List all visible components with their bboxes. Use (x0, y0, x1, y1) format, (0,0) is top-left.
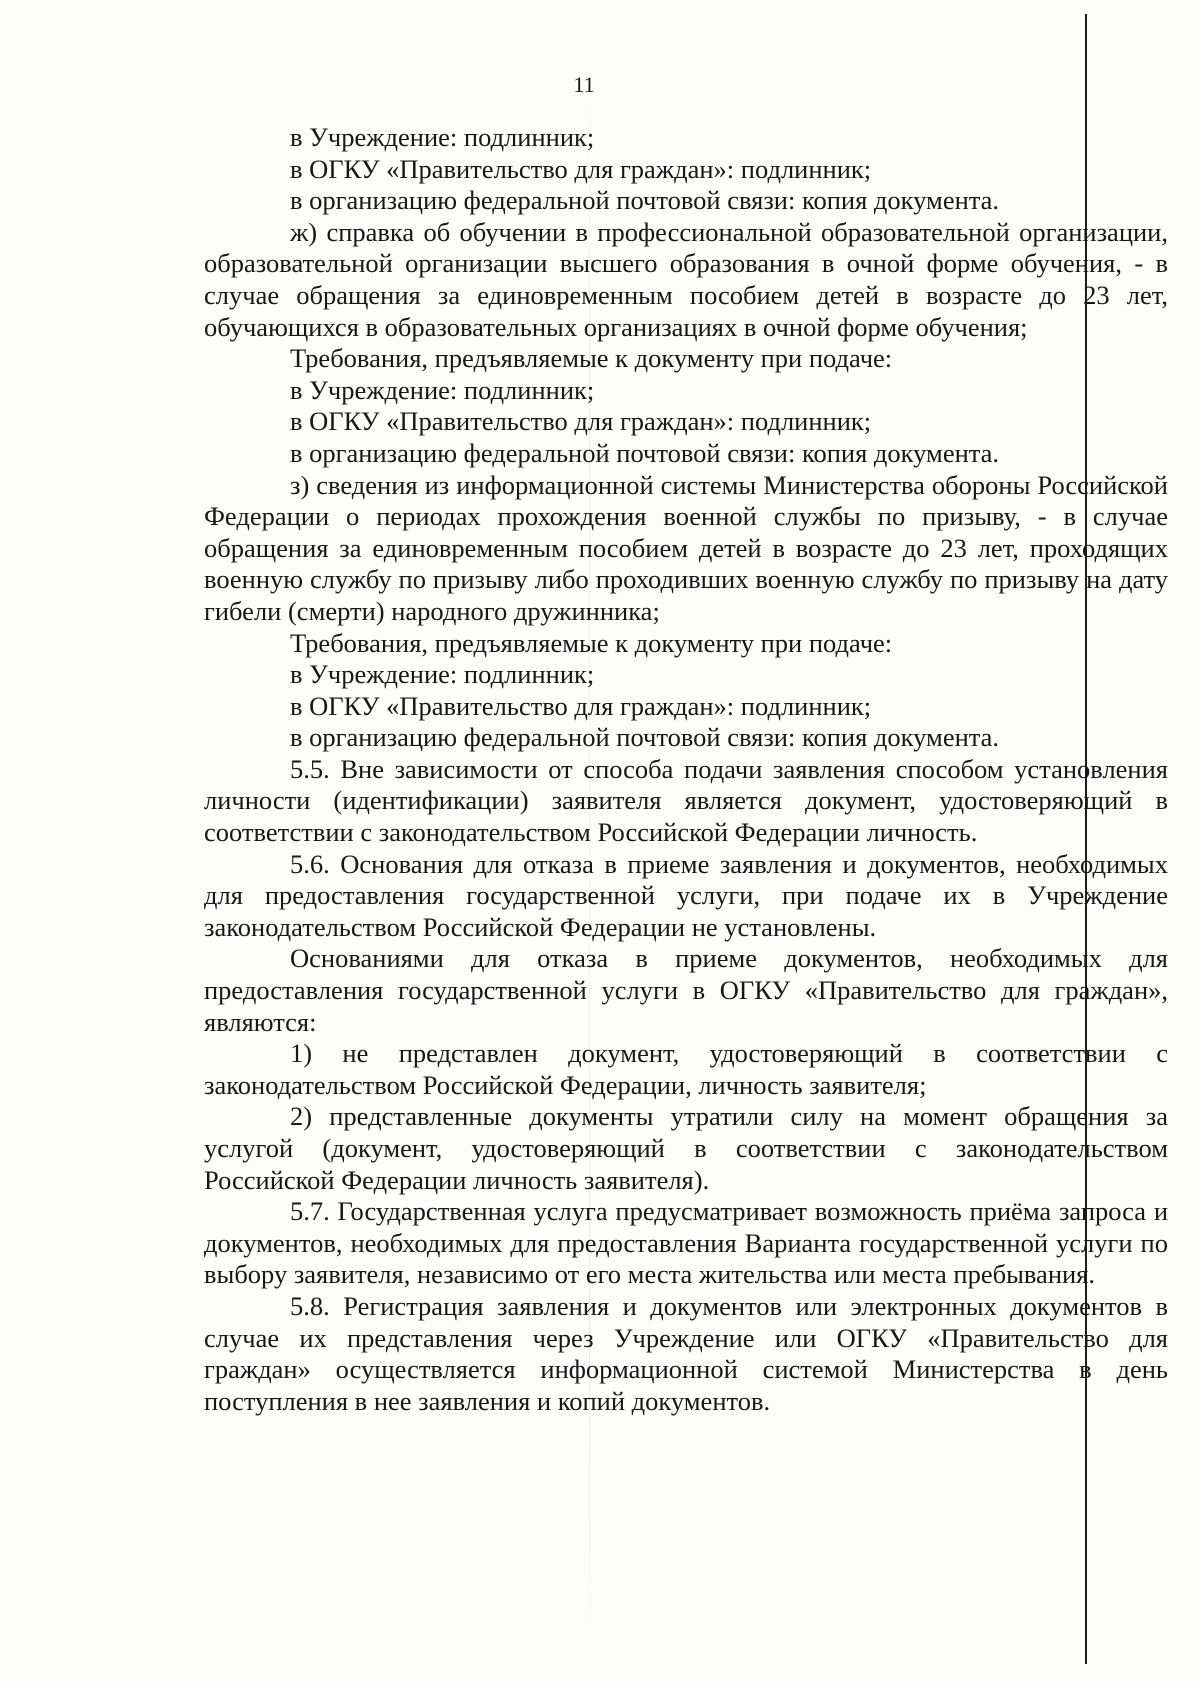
paragraph-copy-postal: в организацию федеральной почтовой связи: копия документа. (290, 722, 1000, 753)
paragraph-original-institution: в Учреждение: подлинник; (290, 374, 595, 405)
paragraph-original-ogku: в ОГКУ «Правительство для граждан»: подлинник; (290, 690, 872, 721)
paragraph-section-5-7: 5.7. Государственная услуга предусматривает возможность приёма запроса и документов, необходимых для предоставления Варианта государственной услуги по выбору заявителя, независимо от его места жительства или места пребывания. (204, 1196, 1168, 1290)
paragraph-refusal-item-1: 1) не представлен документ, удостоверяющий в соответствии с законодательством Российской Федерации, личность заявителя; (204, 1038, 1168, 1100)
paragraph-original-ogku: в ОГКУ «Правительство для граждан»: подлинник; (290, 406, 872, 437)
paragraph-copy-postal: в организацию федеральной почтовой связи: копия документа. (290, 185, 1000, 216)
paragraph-requirements: Требования, предъявляемые к документу при подаче: (290, 627, 893, 658)
paragraph-requirements: Требования, предъявляемые к документу при подаче: (290, 343, 893, 374)
page-number: 11 (573, 72, 595, 97)
paragraph-original-institution: в Учреждение: подлинник; (290, 122, 595, 152)
paragraph-item-zh: ж) справка об обучении в профессиональной образовательной организации, образовательной организации высшего образования в очной форме обучения, - в случае обращения за единовременным пособием детей в возрасте до 23 лет, обучающихся в образовательных организациях в очной форме обучения; (204, 216, 1168, 342)
paragraph-section-5-5: 5.5. Вне зависимости от способа подачи заявления способом установления личности (идентификации) заявителя является документ, удостоверяющий в соответствии с законодательством Российской Федерации личность. (204, 753, 1168, 848)
paragraph-original-institution: в Учреждение: подлинник; (290, 659, 595, 690)
paragraph-copy-postal: в организацию федеральной почтовой связи: копия документа. (290, 437, 1000, 468)
paragraph-section-5-8: 5.8. Регистрация заявления и документов или электронных документов в случае их представления через Учреждение или ОГКУ «Правительство для граждан» осуществляется информационной системой Министерства в день поступления в нее заявления и копий документов. (204, 1290, 1168, 1416)
paragraph-section-5-6: 5.6. Основания для отказа в приеме заявления и документов, необходимых для предоставления государственной услуги, при подаче их в Учреждение законодательством Российской Федерации не установлены. (204, 848, 1168, 942)
paragraph-refusal-item-2: 2) представленные документы утратили силу на момент обращения за услугой (документ, удостоверяющий в соответствии с законодательством Российской Федерации личность заявителя). (204, 1101, 1168, 1195)
paragraph-original-ogku: в ОГКУ «Правительство для граждан»: подлинник; (290, 153, 872, 184)
paragraph-refusal-grounds: Основаниями для отказа в приеме документов, необходимых для предоставления государственной услуги в ОГКУ «Правительство для граждан», являются: (204, 943, 1168, 1037)
paragraph-item-z: з) сведения из информационной системы Министерства обороны Российской Федерации о периодах прохождения военной службы по призыву, - в случае обращения за единовременным пособием детей в возрасте до 23 лет, проходящих военную службу по призыву либо проходивших военную службу по призыву на дату гибели (смерти) народного дружинника; (204, 469, 1168, 626)
document-text (204, 122, 1168, 1417)
